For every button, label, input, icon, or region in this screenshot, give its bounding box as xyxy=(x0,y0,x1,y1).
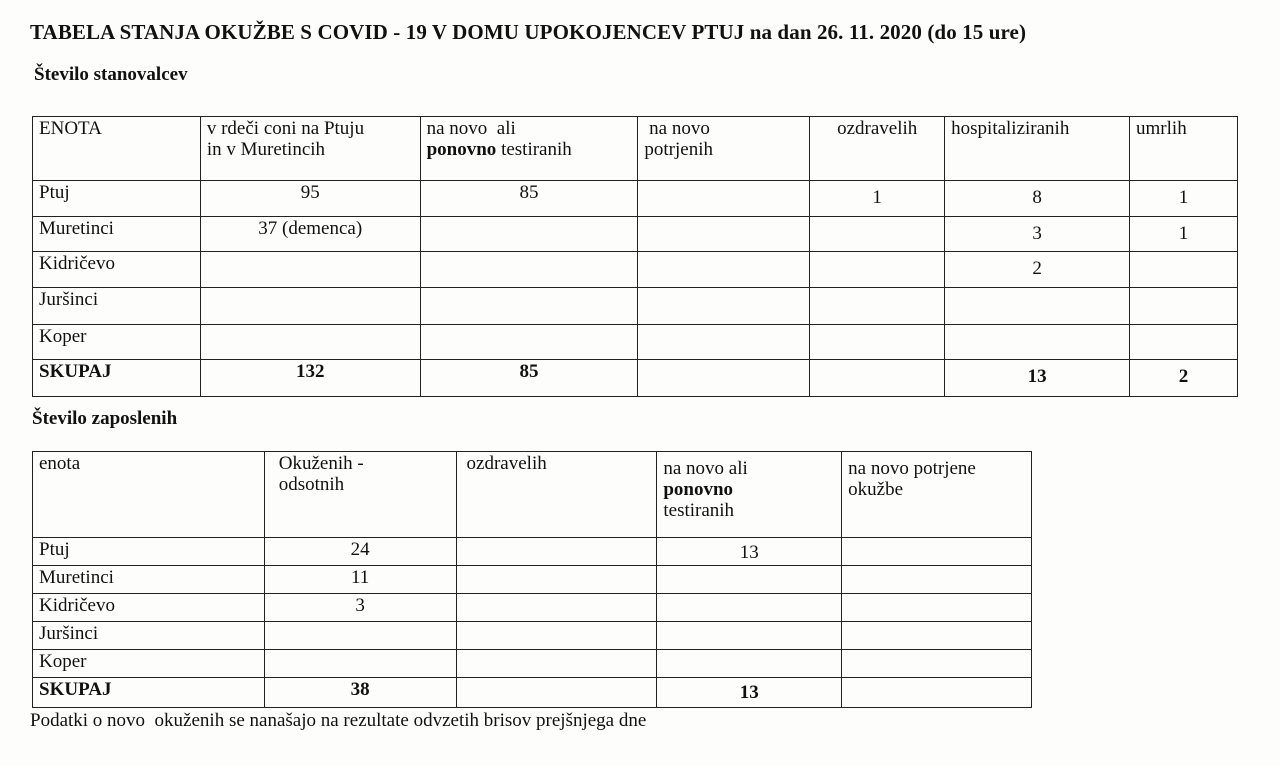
recovered-cell xyxy=(810,288,945,325)
total-tested: 13 xyxy=(657,678,842,708)
header-confirmed xyxy=(638,117,810,181)
red-zone-cell xyxy=(200,325,420,360)
tested-cell xyxy=(420,252,638,288)
unit-cell: Ptuj xyxy=(33,181,201,217)
header-infected-line1: Okuženih - xyxy=(278,453,364,474)
hospitalized-cell: 8 xyxy=(945,181,1130,217)
unit-cell: Juršinci xyxy=(33,622,265,650)
table-row xyxy=(33,288,1238,325)
recovered-cell xyxy=(456,538,657,566)
deceased-cell xyxy=(1130,325,1238,360)
infected-cell: 24 xyxy=(264,538,456,566)
confirmed-cell xyxy=(842,622,1032,650)
recovered-cell xyxy=(456,622,657,650)
header-tested-line2: testiranih xyxy=(496,139,572,160)
header-infected-line2: odsotnih xyxy=(278,474,345,495)
header-deceased: umrlih xyxy=(1130,117,1238,181)
red-zone-cell: 37 (demenca) xyxy=(200,217,420,252)
header-tested-bold: ponovno xyxy=(426,139,497,160)
header-hospitalized: hospitaliziranih xyxy=(945,117,1130,181)
tested-cell xyxy=(420,217,638,252)
hospitalized-cell: 2 xyxy=(945,252,1130,288)
confirmed-cell xyxy=(842,650,1032,678)
total-deceased: 2 xyxy=(1130,360,1238,397)
header-tested-line1: na novo ali xyxy=(426,118,516,139)
infected-cell xyxy=(264,622,456,650)
header-tested-line2: testiranih xyxy=(663,500,735,521)
recovered-cell xyxy=(456,650,657,678)
recovered-cell: 1 xyxy=(810,181,945,217)
infected-cell: 11 xyxy=(264,566,456,594)
header-confirmed-line1: na novo potrjene xyxy=(848,458,976,479)
confirmed-cell xyxy=(842,538,1032,566)
total-recovered xyxy=(810,360,945,397)
document-title: TABELA STANJA OKUŽBE S COVID - 19 V DOMU UPOKOJENCEV PTUJ na dan 26. 11. 2020 (do 15 ure) xyxy=(30,20,1027,44)
table-row xyxy=(33,622,1032,650)
header-tested xyxy=(657,452,842,538)
infected-cell xyxy=(264,650,456,678)
header-confirmed-line1: na novo xyxy=(644,118,710,139)
total-row xyxy=(33,360,1238,397)
deceased-cell xyxy=(1130,252,1238,288)
deceased-cell: 1 xyxy=(1130,181,1238,217)
unit-cell: Koper xyxy=(33,325,201,360)
header-red-zone xyxy=(200,117,420,181)
header-recovered: ozdravelih xyxy=(456,452,657,538)
total-red-zone: 132 xyxy=(200,360,420,397)
header-enota: ENOTA xyxy=(33,117,201,181)
total-confirmed xyxy=(638,360,810,397)
infected-cell: 3 xyxy=(264,594,456,622)
residents-table xyxy=(32,116,1238,397)
total-infected: 38 xyxy=(264,678,456,708)
hospitalized-cell xyxy=(945,288,1130,325)
table-row xyxy=(33,252,1238,288)
total-confirmed xyxy=(842,678,1032,708)
table-row xyxy=(33,594,1032,622)
table-row xyxy=(33,325,1238,360)
red-zone-cell xyxy=(200,288,420,325)
employees-heading: Število zaposlenih xyxy=(32,408,178,429)
recovered-cell xyxy=(810,325,945,360)
tested-cell xyxy=(657,650,842,678)
unit-cell: Kidričevo xyxy=(33,252,201,288)
total-recovered xyxy=(456,678,657,708)
tested-cell xyxy=(420,325,638,360)
unit-cell: Kidričevo xyxy=(33,594,265,622)
deceased-cell xyxy=(1130,288,1238,325)
unit-cell: Juršinci xyxy=(33,288,201,325)
header-tested-line1: na novo ali xyxy=(663,458,748,479)
unit-cell: Muretinci xyxy=(33,566,265,594)
hospitalized-cell: 3 xyxy=(945,217,1130,252)
confirmed-cell xyxy=(638,288,810,325)
residents-header-row xyxy=(33,117,1238,181)
confirmed-cell xyxy=(638,325,810,360)
unit-cell: Ptuj xyxy=(33,538,265,566)
header-confirmed-line2: potrjenih xyxy=(644,139,713,160)
header-enota: enota xyxy=(33,452,265,538)
recovered-cell xyxy=(456,594,657,622)
tested-cell xyxy=(657,566,842,594)
header-red-zone-line1: v rdeči coni na Ptuju xyxy=(206,118,365,139)
residents-heading: Število stanovalcev xyxy=(34,64,188,85)
total-label: SKUPAJ xyxy=(33,360,201,397)
unit-cell: Muretinci xyxy=(33,217,201,252)
total-row xyxy=(33,678,1032,708)
hospitalized-cell xyxy=(945,325,1130,360)
table-row xyxy=(33,650,1032,678)
confirmed-cell xyxy=(638,252,810,288)
employees-table xyxy=(32,451,1032,708)
header-red-zone-line2: in v Muretincih xyxy=(206,139,326,160)
header-confirmed-line2: okužbe xyxy=(848,479,904,500)
footer-note: Podatki o novo okuženih se nanašajo na rezultate odvzetih brisov prejšnjega dne xyxy=(30,710,647,731)
confirmed-cell xyxy=(842,566,1032,594)
header-tested-bold: ponovno xyxy=(663,479,734,500)
employees-header-row xyxy=(33,452,1032,538)
recovered-cell xyxy=(810,252,945,288)
header-confirmed xyxy=(842,452,1032,538)
red-zone-cell: 95 xyxy=(200,181,420,217)
confirmed-cell xyxy=(638,217,810,252)
tested-cell xyxy=(657,594,842,622)
unit-cell: Koper xyxy=(33,650,265,678)
total-hospitalized: 13 xyxy=(945,360,1130,397)
tested-cell xyxy=(657,622,842,650)
header-tested xyxy=(420,117,638,181)
confirmed-cell xyxy=(638,181,810,217)
recovered-cell xyxy=(456,566,657,594)
total-label: SKUPAJ xyxy=(33,678,265,708)
deceased-cell: 1 xyxy=(1130,217,1238,252)
header-recovered: ozdravelih xyxy=(810,117,945,181)
recovered-cell xyxy=(810,217,945,252)
header-infected xyxy=(264,452,456,538)
confirmed-cell xyxy=(842,594,1032,622)
tested-cell: 85 xyxy=(420,181,638,217)
red-zone-cell xyxy=(200,252,420,288)
table-row xyxy=(33,538,1032,566)
tested-cell: 13 xyxy=(657,538,842,566)
tested-cell xyxy=(420,288,638,325)
table-row xyxy=(33,217,1238,252)
table-row xyxy=(33,566,1032,594)
table-row xyxy=(33,181,1238,217)
total-tested: 85 xyxy=(420,360,638,397)
